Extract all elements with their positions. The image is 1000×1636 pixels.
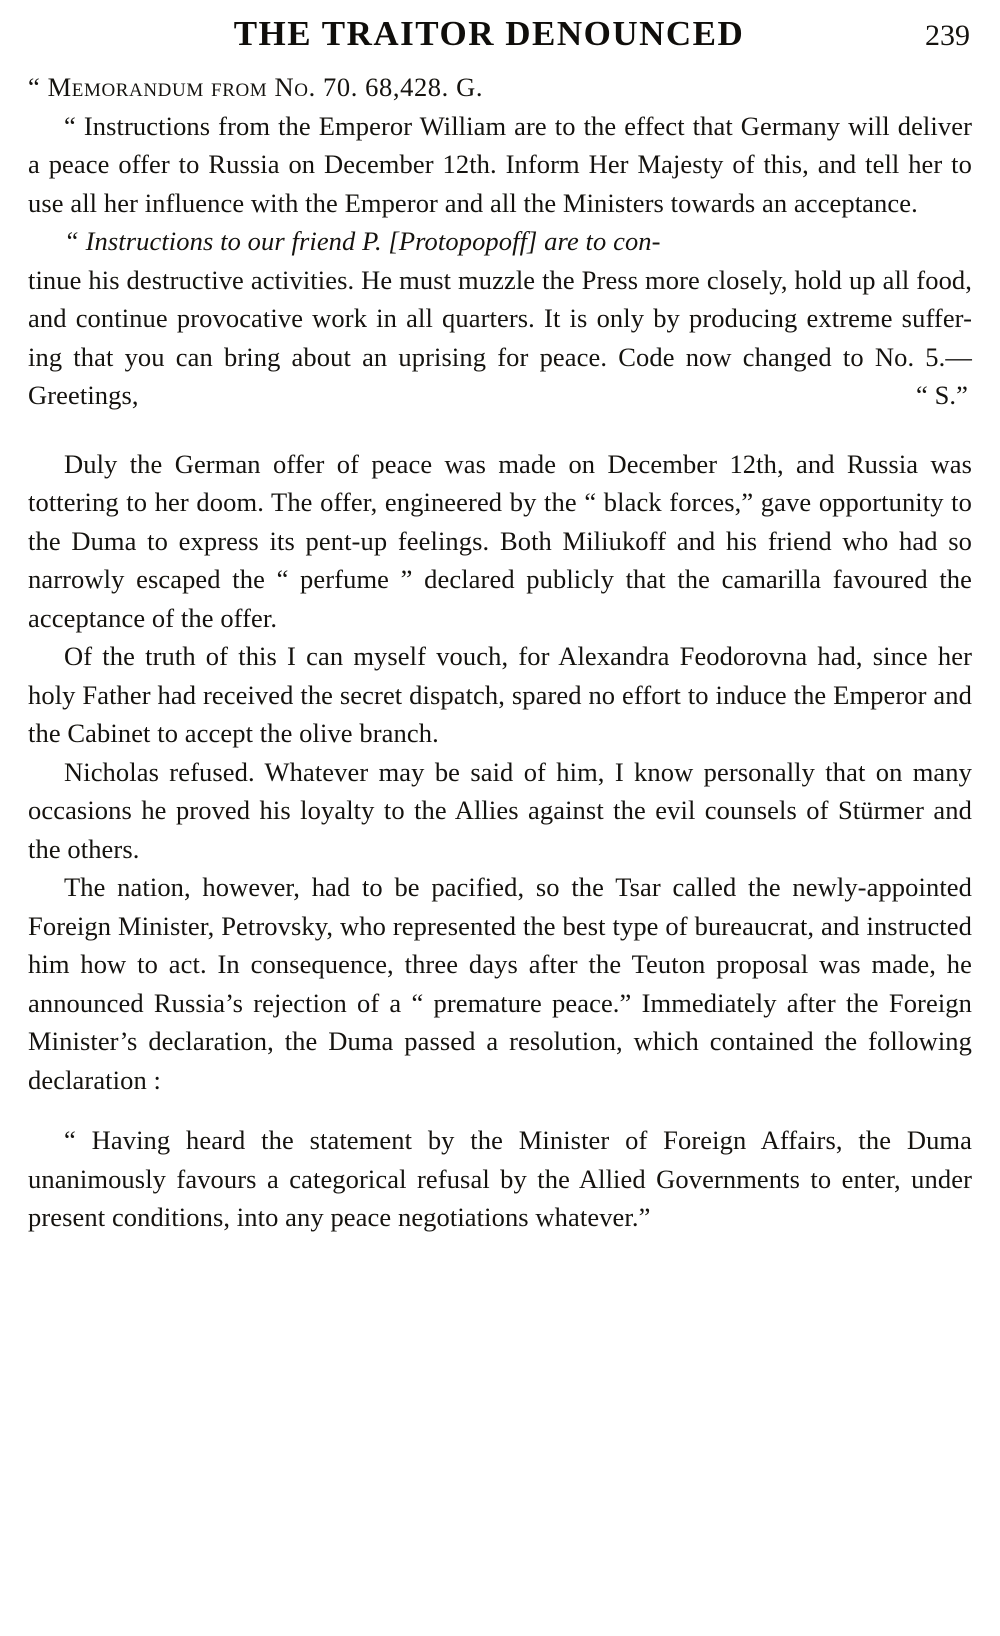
body-paragraph-2: Of the truth of this I can myself vouch, for Alexandra Feodorovna had, since her holy Father had received the secret dispatch, spared no effort to induce the Emperor and the Cabinet to accept the olive branch. xyxy=(28,641,972,748)
memorandum-paragraph-2-text: tinue his destructive activities. He must muzzle the Press more closely, hold up all food, and continue provocative work in all quarters. It is only by producing extreme suffer-ing that you can bring about an uprising for peace. Code now changed to No. 5.—Greetings, xyxy=(28,264,972,410)
body-paragraph-3: Nicholas refused. Whatever may be said of him, I know personally that on many occasions he proved his loyalty to the Allies against the evil counsels of Stürmer and the others. xyxy=(28,756,972,864)
body-paragraph-4: The nation, however, had to be pacified, so the Tsar called the newly-appointed Foreign Minister, Petrovsky, who represented the best type of bureaucrat, and instructed him how to act. In consequence, three days after the Teuton proposal was made, he announced Russia’s rejection of a “ premature peace.” Immediately after the Foreign Minister’s declaration, the Duma passed a resolution, which contained the following declaration : xyxy=(28,872,972,1095)
spacer xyxy=(28,415,972,445)
spacer xyxy=(28,1099,972,1121)
memorandum-signature: “ S.” xyxy=(915,380,968,410)
body-paragraph-1: Duly the German offer of peace was made on December 12th, and Russia was tottering to her doom. The offer, engineered by the “ black forces,” gave opportunity to the Duma to express its pent-up feelings. Both Miliukoff and his friend who had so narrowly escaped the “ perfume ” declared publicly that the camarilla favoured the acceptance of the offer. xyxy=(28,448,972,633)
memorandum-paragraph-1: “ Instructions from the Emperor William are to the effect that Germany will deliver a peace offer to Russia on December 12th. Inform Her Majesty of this, and tell her to use all her influence with the Emperor and all the Ministers towards an acceptance. xyxy=(28,110,972,218)
memorandum-paragraph-2-rest xyxy=(28,261,972,415)
page-header xyxy=(0,0,1000,54)
memorandum-heading: “ Memorandum from No. 70. 68,428. G. xyxy=(28,72,484,102)
duma-resolution-quote: “ Having heard the statement by the Minister of Foreign Affairs, the Duma unanimously favours a categorical refusal by the Allied Governments to enter, under present conditions, into any peace negotiations whatever.” xyxy=(28,1125,972,1232)
page-title: THE TRAITOR DENOUNCED xyxy=(233,14,745,53)
memorandum-paragraph-2-opening: “ Instructions to our friend P. [Protopopoff] are to con- xyxy=(64,226,661,256)
page-number: 239 xyxy=(925,19,970,52)
memorandum-block xyxy=(28,68,972,415)
page-body xyxy=(0,54,1000,1237)
